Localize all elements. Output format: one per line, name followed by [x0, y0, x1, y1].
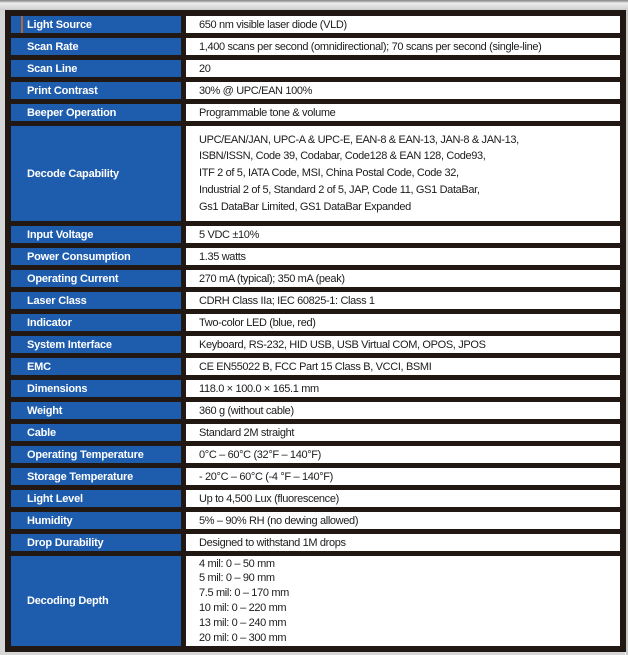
- spec-value[interactable]: CE EN55022 B, FCC Part 15 Class B, VCCI, BSMI: [186, 358, 620, 375]
- spec-value-line: 20 mil: 0 – 300 mm: [199, 631, 287, 644]
- spec-value-line: 7.5 mil: 0 – 170 mm: [199, 587, 289, 600]
- spec-label[interactable]: Operating Temperature: [11, 446, 181, 463]
- spec-label[interactable]: Beeper Operation: [11, 104, 181, 121]
- spec-label[interactable]: Laser Class: [11, 292, 181, 309]
- spec-value[interactable]: 118.0 × 100.0 × 165.1 mm: [186, 380, 620, 397]
- spec-value[interactable]: Keyboard, RS-232, HID USB, USB Virtual COM, OPOS, JPOS: [186, 336, 620, 353]
- spec-value[interactable]: 0°C – 60°C (32°F – 140°F): [186, 446, 620, 463]
- spec-value[interactable]: 1,400 scans per second (omnidirectional); 70 scans per second (single-line): [186, 38, 620, 55]
- spec-value-line: Industrial 2 of 5, Standard 2 of 5, JAP, Code 11, GS1 DataBar,: [199, 183, 480, 196]
- spec-label[interactable]: Decoding Depth: [11, 556, 181, 646]
- spec-label[interactable]: Print Contrast: [11, 82, 181, 99]
- spec-value-line: Gs1 DataBar Limited, GS1 DataBar Expanded: [199, 200, 411, 213]
- spec-label[interactable]: Indicator: [11, 314, 181, 331]
- spec-label[interactable]: Operating Current: [11, 270, 181, 287]
- spec-value[interactable]: 5% – 90% RH (no dewing allowed): [186, 512, 620, 529]
- spec-value[interactable]: CDRH Class IIa; IEC 60825-1: Class 1: [186, 292, 620, 309]
- spec-value[interactable]: 270 mA (typical); 350 mA (peak): [186, 270, 620, 287]
- spec-value[interactable]: [186, 126, 620, 221]
- spec-value-line: 10 mil: 0 – 220 mm: [199, 602, 287, 614]
- spec-label[interactable]: Input Voltage: [11, 226, 181, 243]
- spec-value[interactable]: 650 nm visible laser diode (VLD): [186, 16, 620, 33]
- spec-label[interactable]: Light Level: [11, 490, 181, 507]
- text-cursor: [21, 16, 23, 33]
- spec-value-line: ISBN/ISSN, Code 39, Codabar, Code128 & EAN 128, Code93,: [199, 150, 486, 163]
- spec-label[interactable]: System Interface: [11, 336, 181, 353]
- spec-label[interactable]: Weight: [11, 402, 181, 419]
- spec-label[interactable]: Decode Capability: [11, 126, 181, 221]
- spec-table: [5, 10, 626, 652]
- window-top-edge: [0, 0, 628, 10]
- spec-value[interactable]: Programmable tone & volume: [186, 104, 620, 121]
- spec-value[interactable]: Standard 2M straight: [186, 424, 620, 441]
- spec-value[interactable]: 20: [186, 60, 620, 77]
- spec-label[interactable]: Dimensions: [11, 380, 181, 397]
- spec-value-line: ITF 2 of 5, IATA Code, MSI, China Postal Code, Code 32,: [199, 167, 459, 180]
- spec-value[interactable]: 1.35 watts: [186, 248, 620, 265]
- spec-label[interactable]: Scan Line: [11, 60, 181, 77]
- spec-label[interactable]: Scan Rate: [11, 38, 181, 55]
- spec-value-line: UPC/EAN/JAN, UPC-A & UPC-E, EAN-8 & EAN-13, JAN-8 & JAN-13,: [199, 133, 519, 146]
- spec-value[interactable]: 360 g (without cable): [186, 402, 620, 419]
- spec-label[interactable]: Light Source: [11, 16, 181, 33]
- spec-value[interactable]: 30% @ UPC/EAN 100%: [186, 82, 620, 99]
- spec-value[interactable]: Up to 4,500 Lux (fluorescence): [186, 490, 620, 507]
- spec-label[interactable]: EMC: [11, 358, 181, 375]
- spec-value-line: 13 mil: 0 – 240 mm: [199, 616, 287, 629]
- spec-value[interactable]: Two-color LED (blue, red): [186, 314, 620, 331]
- spec-value-line: 5 mil: 0 – 90 mm: [199, 572, 275, 585]
- spec-value[interactable]: [186, 556, 620, 646]
- spec-value[interactable]: Designed to withstand 1M drops: [186, 534, 620, 551]
- spec-value-line: 4 mil: 0 – 50 mm: [199, 557, 275, 570]
- spec-label[interactable]: Storage Temperature: [11, 468, 181, 485]
- spec-label[interactable]: Drop Durability: [11, 534, 181, 551]
- spec-label[interactable]: Power Consumption: [11, 248, 181, 265]
- spec-value[interactable]: 5 VDC ±10%: [186, 226, 620, 243]
- spec-label[interactable]: Humidity: [11, 512, 181, 529]
- spec-value[interactable]: - 20°C – 60°C (-4 °F – 140°F): [186, 468, 620, 485]
- spec-label[interactable]: Cable: [11, 424, 181, 441]
